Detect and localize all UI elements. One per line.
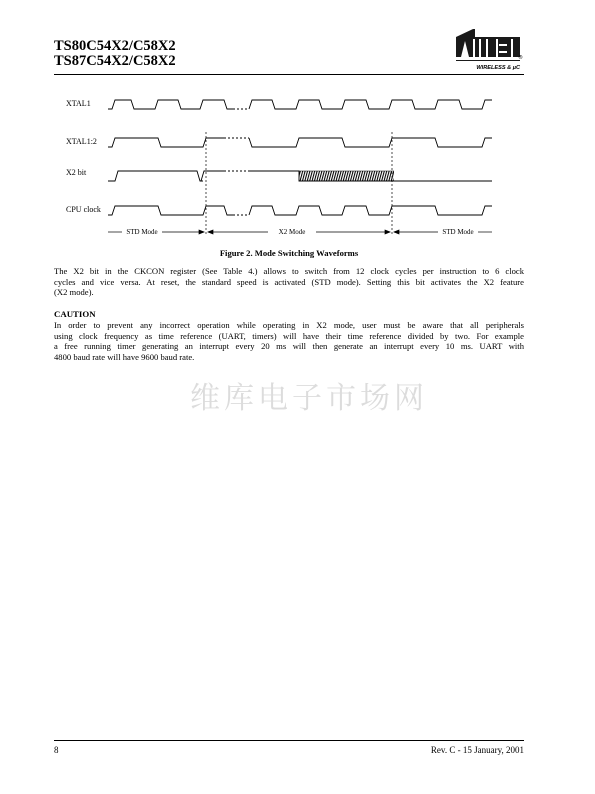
document-title-line2: TS87C54X2/C58X2 <box>54 53 176 69</box>
waveform-xtal1-2 <box>108 138 224 147</box>
paragraph-x2-bit <box>54 266 524 298</box>
paragraph-line: 4800 baud rate will have 9600 baud rate. <box>54 351 195 362</box>
waveform-xtal1-2-cont <box>249 138 492 147</box>
paragraph-caution <box>54 320 524 362</box>
paragraph-line: In order to prevent any incorrect operation while operating in X2 mode, user must be aware that all peripherals <box>54 320 524 330</box>
page-number: 8 <box>54 745 59 755</box>
mode-label-std-right: STD Mode <box>442 228 474 236</box>
figure-caption: Figure 2. Mode Switching Waveforms <box>219 248 359 258</box>
x2-bit-transition-hatch <box>299 171 394 181</box>
paragraph-line: a free running timer generating an interrupt every 20 ms will then generate an interrupt every 10 ms. UART with <box>54 341 524 352</box>
paragraph-line: The X2 bit in the CKCON register (See Table 4.) allows to switch from 12 clock cycles per instruction to 6 clock <box>54 266 524 276</box>
signal-label-xtal1: XTAL1 <box>66 99 91 108</box>
waveform-xtal1 <box>108 100 233 109</box>
logo-tagline: WIRELESS & µC <box>476 65 520 71</box>
logo-wordmark: AtMEL <box>489 38 493 39</box>
paragraph-line: cycles and vice versa. At reset, the standard speed is activated (STD mode). Setting this bit activates the X2 feature <box>54 276 524 287</box>
waveform-xtal1-cont <box>249 100 492 109</box>
mode-switching-waveforms <box>0 0 595 260</box>
footer-rule <box>54 740 524 741</box>
waveform-cpu-clock <box>108 206 233 215</box>
signal-label-x2-bit: X2 bit <box>66 168 87 177</box>
waveform-x2-bit <box>108 171 203 181</box>
waveform-cpu-clock-cont <box>249 206 492 215</box>
document-title-line1: TS80C54X2/C58X2 <box>54 38 176 54</box>
caution-heading: CAUTION <box>54 309 96 319</box>
revision-date: Rev. C - 15 January, 2001 <box>430 745 524 755</box>
mode-label-x2: X2 Mode <box>278 228 306 236</box>
logo-registered-mark: ® <box>518 55 523 61</box>
signal-label-xtal1-2: XTAL1:2 <box>66 137 97 146</box>
watermark-text: 维库电子市场网 <box>190 381 428 416</box>
signal-label-cpu-clock: CPU clock <box>66 205 101 214</box>
paragraph-line: using clock frequency as time reference (UART, timers) will have their time reference divided by two. For example <box>54 330 524 341</box>
waveform-x2-bit-high <box>201 171 224 181</box>
paragraph-line: (X2 mode). <box>54 287 94 298</box>
mode-label-std-left: STD Mode <box>126 228 158 236</box>
